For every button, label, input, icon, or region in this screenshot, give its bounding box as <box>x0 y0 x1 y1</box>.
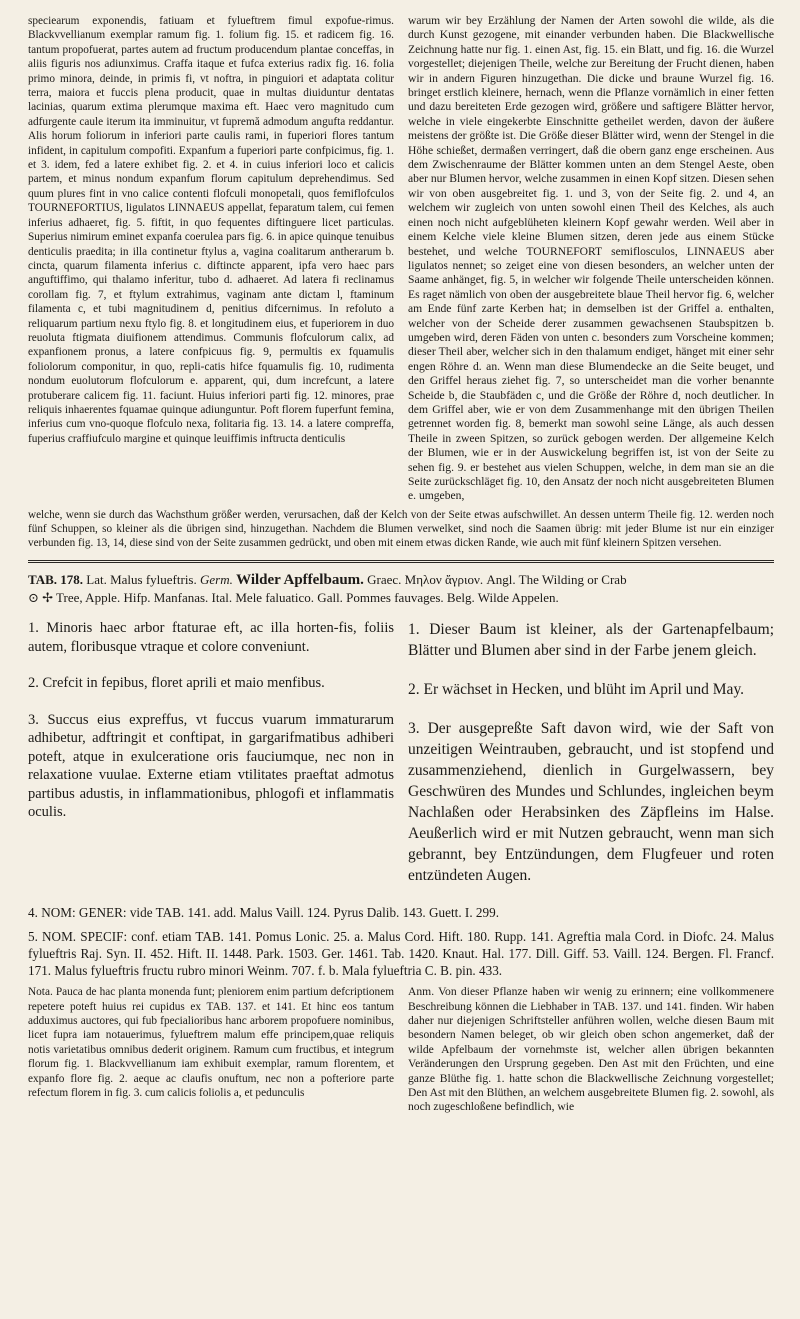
german-continuation: welche, wenn sie durch das Wachsthum größer werden, verursachen, daß der Kelch von der Seite etwas aufschwillet. An dessen unterm Theile fig. 12. werden noch fünf Schuppen, so kleiner als die übrigen sind, hinzugethan. Nachdem die Blumen verwelket, sind noch die Saamen übrig: mit jeder Blume ist nur ein einziger verbunden fig. 13, 14, diese sind von der Seite zusammen gedrückt, und oben mit einem etwas dicken Rande, wie auch mit fünf kleinern Spitzen versehen. <box>28 508 774 550</box>
latin-items-column <box>28 619 394 904</box>
german-item: 3. Der ausgepreßte Saft davon wird, wie der Saft von unzeitigen Weintrauben, gebraucht, und ist stopfend und zusammenziehend, dienlich in Gurgelwassern, bey Geschwüren des Mundes und Schlundes, ingleichen beym Nachlaßen oder Herabsinken des Zäpfleins im Halse. Aeußerlich wird er mit Nutzen gebraucht, wenn man sich gebrannt, bey Entzündungen, dem Flugfeuer und roten entzündeten Augen. <box>408 720 774 885</box>
german-note-column <box>408 985 774 1115</box>
numbered-items <box>28 619 774 904</box>
notes-block <box>28 985 774 1115</box>
latin-name: Lat. Malus fylueftris. <box>86 572 197 588</box>
english-name: Angl. The Wilding or Crab <box>486 572 627 588</box>
latin-description: speciearum exponendis, fatiuam et fylueftrem fimul expofue-rimus. Blackvvellianum exemplar ramum fig. 1. folium fig. 15. et radicem fig. 16. tantum propofuerat, partes autem ad fructum producendum plantae conceffas, in aliis figuris nos adiunximus. Craffa itaque et fufca exterius radix fig. 16. folia primo minora, deinde, in primis fi, vt noftra, in pinguiori et adaptata colitur terra, maiora et fuccis plena producit, quae in multas diuiduntur dentatas lacinias, quarum extima plerumque maxima eft. Haec vero magnitudo cum adfurgente caule iterum ita imminuitur, vt fupremă admodum angufta reddantur. Alis horum foliorum in inferiori parte caulis rami, in fuperiori flores tantum infident, in capitulum compofiti. Expanfum a fuperiori parte confpicimus, fig. 1. et 3. idem, fed a latere exhibet fig. 2. et 4. in cuius inferiori loco et calicis partem, et minus nondum expanfum florum capitulum deprehendimus. Sed quum plures fint in vno calice contenti flofculi monopetali, quos femiflofculos TOURNEFORTIUS, ligulatos LINNAEUS appellat, feparatum talem, cui femen inferius adhaeret, fig. 5. fiftit, in quo fequentes diftinguere licet particulas. Superius nimirum eminet expanfa coerulea pars fig. 6. in apice quinque tenuibus denticulis praedita; in illa continetur ftylus a, vagina coalitarum antherarum b. cincta, quarum filamenta inferius c. diftincte apparent, ipfa vero haec pars anguftiffimo, qui thalamo inferitur, tubo d. adhaeret. Ad latera fi reclinamus corollam fig. 7, et ftylum extrahimus, vaginam ante dictam l, ftaminum filamenta c, et tubi magnitudinem d, penitius difcernimus. In refoluto a reliquarum partium nexu ftylo fig. 8. et longitudinem eius, et fuperiorem in duo reuoluta ftigmata diuifionem attendimus. Communis flofculorum calix, ad expanfionem pronus, a latere confpicuus fig. 9, permultis ex fquamulis foliolorum componitur, in quo, repli-catis hifce fquamulis fig. 10, rudimenta nondum euolutorum flofculorum e. apparent, qui, dum increfcunt, a latere protuberare calicem fig. 11. faciunt. Huius inferiori parti fig. 12. minores, prae reliquis inhaerentes fquamae quinque adiunguntur. Poft florem fuperfunt femina, inferius cum vno-quoque flofculo nexa, folitaria fig. 13. 14. a latere compreffa, fuperius craffiufculo margine et quinque leuiffimis inftructa denticulis <box>28 15 394 445</box>
germ-label: Germ. <box>200 572 233 588</box>
german-column <box>408 14 774 504</box>
german-description: warum wir bey Erzählung der Namen der Arten sowohl die wilde, als die durch Kunst gezogene, mit einander verbunden haben. Die Blackwellische Zeichnung hatte nur fig. 1. einen Ast, fig. 15. ein Blatt, und fig. 16. die Wurzel vorgestellet; diejenigen Theile, welche zur Bereitung der Frucht dienen, haben wir in andern Figuren hinzugethan. Die dicke und braune Wurzel fig. 16. bringet erstlich kleinere, hernach, wenn die Pflanze vornämlich in einer fetten und dazu bereiteten Erde gezogen wird, größere und saftigere Blätter hervor, welche in viele eingekerbte Einschnitte getheilet werden, davon der äußere meistens der größte ist. Die Größe dieser Blätter wird, wenn der Stengel in die Höhe schießet, dermaßen verringert, daß die obern ganz enge erscheinen. Aus dem Zwischenraume der Blätter kommen unten an dem Stengel Aeste, oben aber nur Blumen hervor, welche zusammen in einen Kopf sitzen. Diesen sehen wir von oben ausgebreitet fig. 1. und 3, von der Seite fig. 2. und 4, an welchem wir zugleich von unten sowohl einen Theil des Kelches, als auch einen noch nicht aufgeblüheten kleinern Kopf gewahr werden. Weil aber in einem Kelche viele kleine Blumen sitzen, deren jede aus einem Stücke bestehet, und welche TOURNEFORT semiflosculos, LINNAEUS aber ligulatos nennet; so zeiget eine von diesen besonders, an welcher unten der Saame anhänget, fig. 5, in welcher wir folgende Theile unterscheiden können. Es raget nämlich von oben der ausgebreitete blaue Theil hervor fig. 6, welcher am Ende fünf zarte Kerben hat; in demselben ist der Griffel a. enthalten, welcher von der Scheide derer zusammen gewachsenen Staubspitzen b. umgeben wird, deren Fäden von unten c. besonders zum Vorscheine kommen; dieser Theil aber, welcher sich in den thalamum endiget, hänget mit einer sehr engen Röhre d. an. Wenn man diese Blumendecke an die Seite beuget, und den Griffel heraus ziehet fig. 7, so unterscheidet man die vorher benannte Scheide b, die Staubfäden c, und die Größe der Röhre d, noch deutlicher. In dem Griffel aber, wie er von dem Zusammenhange mit den übrigen Theilen getrennet worden fig. 8, bemerkt man sowohl seine Länge, als auch dessen Theile in zween Spitzen, so zurück gebogen werden. Der allgemeine Kelch der Blumen, wie er in der Auswickelung begriffen ist, ist von der Seite zu sehen fig. 9. er bestehet aus vielen Schuppen, welche, in dem man sie an die Seite zurückschläget fig. 10, den Ansatz der noch nicht ausgebreiteten Blumen e. umgeben, <box>408 14 774 503</box>
german-items-column <box>408 619 774 904</box>
latin-column <box>28 14 394 504</box>
latin-item: 3. Succus eius expreffus, vt fuccus vuarum immaturarum adhibetur, adftringit et conftipat, in gargarifmatibus adhiberi poteft, atque in exulceratione oris fauciumque, nec non in relaxatione vuulae. Externe etiam vtilitates praeftat admotus partibus adustis, in inflammationibus, phlogofi et inflammatis oculis. <box>28 711 394 821</box>
upper-text-block <box>28 14 774 504</box>
german-item: 1. Dieser Baum ist kleiner, als der Gartenapfelbaum; Blätter und Blumen aber sind in der Farbe jenem gleich. <box>408 621 774 660</box>
german-note: Anm. Von dieser Pflanze haben wir wenig zu erinnern; eine vollkommenere Beschreibung können die Liebhaber in TAB. 137. und 141. finden. Wir haben daher nur diejenigen Schriftsteller anführen wollen, welche diesen Baum mit besondern Namen beleget, ob wir gleich oben schon angemerket, daß der wilde Apfelbaum der vornehmste ist, welcher allen übrigen bekannten Veränderungen den Ursprung gegeben. Den Ast mit den Früchten, und eine ganze Blüthe fig. 1. hatte schon die Blackwellische Zeichnung vorgestellet; Den Ast mit den Blüthen, an welchem ausgebreitete Blumen fig. 2. sowohl, als noch zugeschloßene befindlich, wie <box>408 985 774 1114</box>
german-name: Wilder Apffelbaum. <box>236 572 364 589</box>
latin-item: 1. Minoris haec arbor ftaturae eft, ac illa horten-fis, foliis autem, floribusque vtraque et colore conveniunt. <box>28 620 394 655</box>
section-divider <box>28 560 774 563</box>
plate-number: TAB. 178. <box>28 572 84 588</box>
plate-subheading: ⊙ ✢ Tree, Apple. Hifp. Manfanas. Ital. Mele faluatico. Gall. Pommes fauvages. Belg. Wilde Appelen. <box>28 590 559 606</box>
greek-name: Graec. Μηλον ἄγριον. <box>367 572 484 588</box>
synonymy-species: 5. NOM. SPECIF: conf. etiam TAB. 141. Pomus Lonic. 25. a. Malus Cord. Hift. 180. Rupp. 141. Agreftia mala Cord. in Diofc. 24. Malus fylueftris Raj. Syn. II. 452. Hift. II. 1448. Park. 1503. Ger. 1461. Tab. 1420. Knaut. Hal. 177. Dill. Giff. 53. Vaill. 124. Bergen. Fl. Francf. 171. Malus fylueftris fructu rubro minori Weinm. 707. f. b. Mala fylueftria C. B. pin. 433. <box>28 928 774 979</box>
german-item: 2. Er wächset in Hecken, und blüht im April und May. <box>408 681 745 699</box>
latin-item: 2. Crefcit in fepibus, floret aprili et maio menfibus. <box>28 675 325 692</box>
synonymy-genus: 4. NOM: GENER: vide TAB. 141. add. Malus Vaill. 124. Pyrus Dalib. 143. Guett. I. 299. <box>28 905 499 921</box>
latin-note: Nota. Pauca de hac planta monenda funt; pleniorem enim partium defcriptionem repetere poteft huius rei cupidus ex TAB. 137. et 141. Et hinc eos tantum adduximus auctores, qui fub fpecialioribus hanc arborem propofuere nominibus, licet fupra iam notauerimus, fylueftrem malum effe principem,quae reliquis notis varietatibus omnibus dederit originem. Ramum cum fructibus, et integrum florum fig. 1. Blackvvellianum iam exhibuit exemplar, ramum florentem, et expanfo flore fig. 2. aeque ac claufis onuftum, nec non a pofteriore parte refectum florem in fig. 3. cum calicis foliolis a, et pedunculis <box>28 986 394 1100</box>
latin-note-column <box>28 985 394 1115</box>
plate-heading <box>28 571 774 589</box>
